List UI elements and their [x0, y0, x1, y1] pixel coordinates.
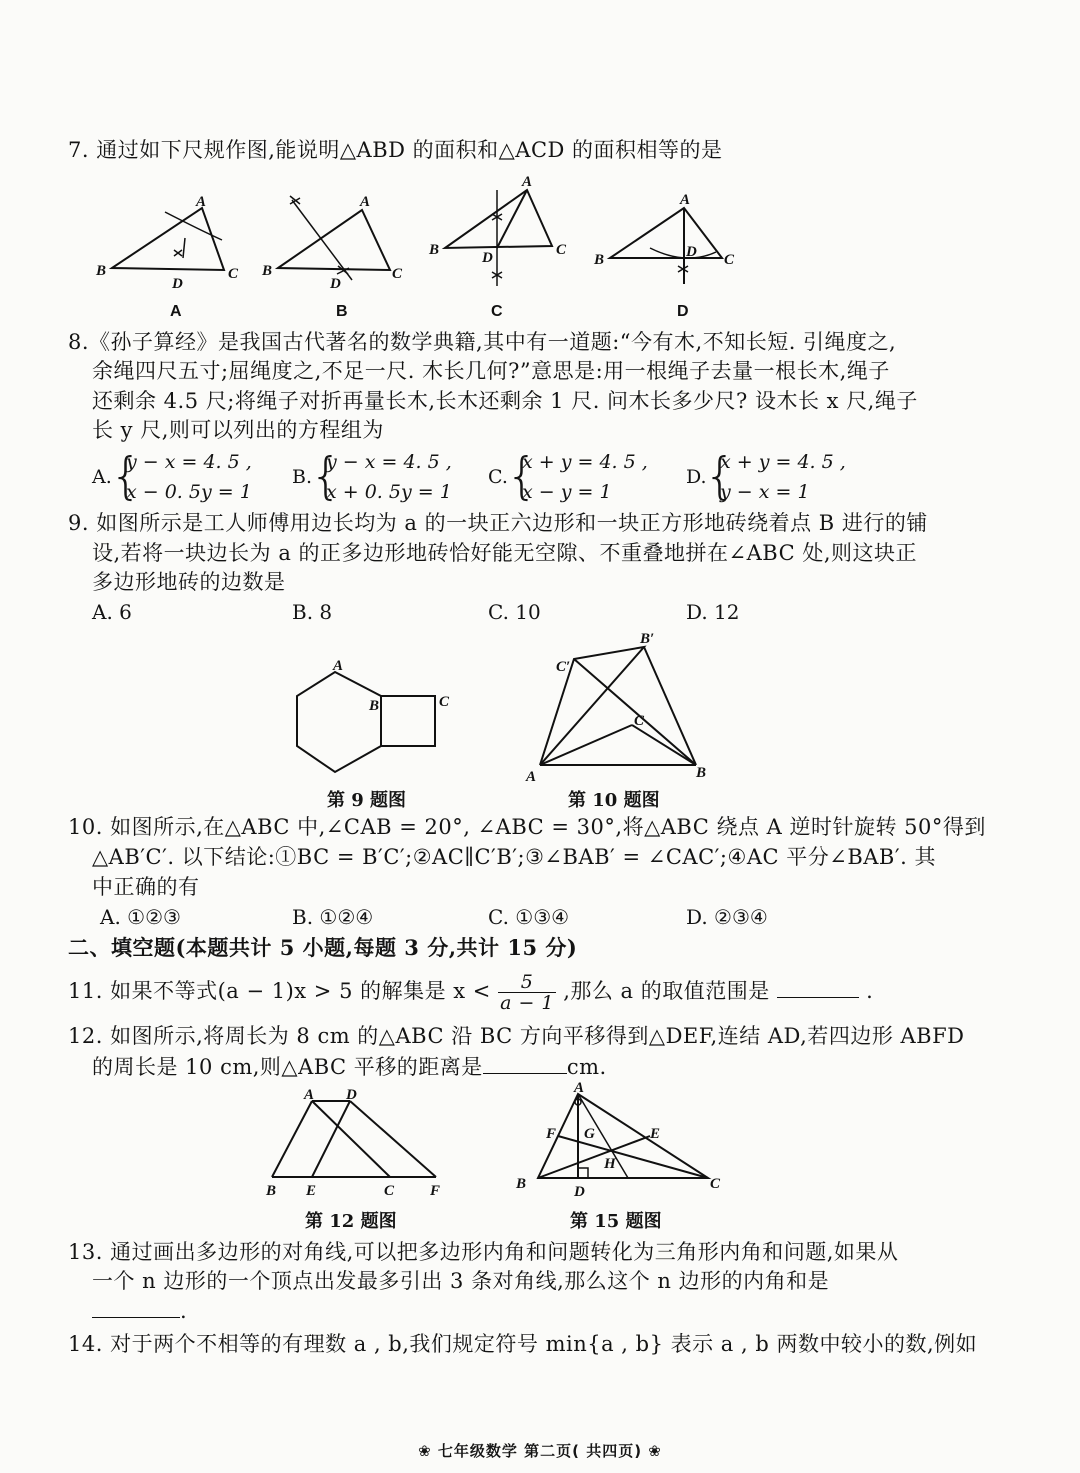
q13-end: . — [180, 1299, 188, 1323]
q10-label-B: B — [696, 765, 707, 781]
q7b-label-C: C — [392, 266, 403, 282]
q11-fraction-denominator: a − 1 — [500, 992, 555, 1014]
q15-label-C: C — [710, 1176, 721, 1192]
q11-line — [68, 972, 873, 1013]
q7-option-c[interactable]: C — [491, 303, 503, 320]
q15-label-E: E — [650, 1126, 661, 1142]
q8-option-a-eq2: x − 0. 5y = 1 — [126, 481, 252, 503]
q11-before: 11. 如果不等式(a − 1)x > 5 的解集是 x < — [68, 979, 491, 1003]
q9-line-3: 多边形地砖的边数是 — [92, 570, 286, 594]
q9-label-C: C — [439, 694, 450, 710]
q8-line-2: 余绳四尺五寸;屈绳度之,不足一尺. 木长几何?”意思是:用一根绳子去量一根长木,绳子 — [92, 359, 890, 383]
q8-option-c-brace: { — [506, 447, 538, 505]
q12-line-2: 的周长是 10 cm,则△ABC 平移的距离是 — [92, 1055, 483, 1079]
q8-option-a-brace: { — [110, 447, 142, 505]
q7b-label-B: B — [262, 263, 273, 279]
q8-option-d-brace: { — [704, 447, 736, 505]
q10-line-3: 中正确的有 — [92, 875, 200, 899]
q9-caption: 第 9 题图 — [327, 790, 407, 811]
q10-line-1: 10. 如图所示,在△ABC 中,∠CAB = 20°, ∠ABC = 30°,将△ABC 绕点 A 逆时针旋转 50°得到 — [68, 815, 986, 839]
q7c-label-A: A — [522, 174, 533, 190]
q15-label-D: D — [574, 1184, 585, 1200]
q7a-label-C: C — [228, 266, 239, 282]
q15-caption: 第 15 题图 — [570, 1211, 662, 1232]
q9-option-c[interactable]: C. 10 — [488, 600, 541, 624]
q8-option-d-label: D. — [686, 466, 707, 488]
q7a-label-A: A — [196, 194, 207, 210]
q12-line-2-end: cm. — [566, 1055, 607, 1079]
q7-option-d[interactable]: D — [677, 303, 689, 320]
q7b-label-D: D — [330, 276, 341, 292]
q12-label-E: E — [306, 1183, 317, 1199]
q12-label-C: C — [384, 1183, 395, 1199]
q11-fraction — [498, 972, 556, 1013]
q12-label-B: B — [266, 1183, 277, 1199]
q12-label-D: D — [346, 1087, 357, 1103]
q10-label-B-prime: B′ — [640, 631, 655, 647]
q7-figures — [90, 170, 770, 330]
q8-option-c-eq2: x − y = 1 — [522, 481, 612, 503]
q15-label-B: B — [516, 1176, 527, 1192]
q11-after: ,那么 a 的取值范围是 — [563, 979, 770, 1003]
q8-option-d-eq2: y − x = 1 — [720, 481, 810, 503]
q11-end: . — [866, 979, 874, 1003]
q7d-label-D: D — [686, 244, 697, 260]
q7d-label-A: A — [680, 192, 691, 208]
q12-label-A: A — [304, 1087, 315, 1103]
q10-figure — [520, 625, 720, 785]
q7c-label-C: C — [556, 242, 567, 258]
q8-line-4: 长 y 尺,则可以列出的方程组为 — [92, 418, 384, 442]
q8-line-3: 还剩余 4.5 尺;将绳子对折再量长木,长木还剩余 1 尺. 问木长多少尺? 设木长 x 尺,绳子 — [92, 389, 918, 413]
q10-option-a[interactable]: A. ①②③ — [100, 905, 181, 929]
q10-option-c[interactable]: C. ①③④ — [488, 905, 570, 929]
q8-option-b-brace: { — [310, 447, 342, 505]
q7-option-a[interactable]: A — [170, 303, 182, 320]
q8-line-1: 8.《孙子算经》是我国古代著名的数学典籍,其中有一道题:“今有木,不知长短. 引绳度之, — [68, 330, 897, 354]
q11-fraction-numerator: 5 — [498, 972, 556, 993]
q10-caption: 第 10 题图 — [568, 790, 660, 811]
q10-line-2: △AB′C′. 以下结论:①BC = B′C′;②AC∥C′B′;③∠BAB′ = ∠CAC′;④AC 平分∠BAB′. 其 — [92, 845, 936, 869]
q8-option-d-eq1: x + y = 4. 5 , — [720, 451, 846, 473]
q9-label-B: B — [369, 698, 380, 714]
q8-option-b-eq2: x + 0. 5y = 1 — [326, 481, 452, 503]
q12-figure — [262, 1085, 452, 1205]
q10-label-C: C — [634, 713, 645, 729]
q15-figure — [510, 1080, 730, 1205]
q12-label-F: F — [430, 1183, 441, 1199]
q8-option-a-label: A. — [92, 466, 112, 488]
q8-option-b-eq1: y − x = 4. 5 , — [326, 451, 452, 473]
q15-label-A: A — [574, 1080, 585, 1096]
q12-answer-blank[interactable] — [483, 1055, 567, 1074]
q9-option-d[interactable]: D. 12 — [686, 600, 740, 624]
q7c-label-D: D — [482, 250, 493, 266]
q12-caption: 第 12 题图 — [305, 1211, 397, 1232]
q9-line-1: 9. 如图所示是工人师傅用边长均为 a 的一块正六边形和一块正方形地砖绕着点 B 进行的铺 — [68, 511, 928, 535]
q8-option-c-label: C. — [488, 466, 508, 488]
q7a-label-D: D — [172, 276, 183, 292]
q7-option-b[interactable]: B — [336, 303, 348, 320]
q8-option-b-label: B. — [292, 466, 313, 488]
q13-answer-blank[interactable] — [92, 1299, 180, 1318]
q13-line-1: 13. 通过画出多边形的对角线,可以把多边形内角和问题转化为三角形内角和问题,如果从 — [68, 1240, 899, 1264]
q7a-label-B: B — [96, 263, 107, 279]
q12-line-1: 12. 如图所示,将周长为 8 cm 的△ABC 沿 BC 方向平移得到△DEF,连结 AD,若四边形 ABFD — [68, 1024, 965, 1048]
q9-figure — [285, 650, 465, 780]
q15-label-H: H — [604, 1156, 616, 1172]
q7d-label-C: C — [724, 252, 735, 268]
q12-line-2-wrap — [92, 1052, 607, 1082]
q9-option-b[interactable]: B. 8 — [292, 600, 333, 624]
q7-stem: 7. 通过如下尺规作图,能说明△ABD 的面积和△ACD 的面积相等的是 — [68, 138, 723, 162]
q9-line-2: 设,若将一块边长为 a 的正多边形地砖恰好能无空隙、不重叠地拼在∠ABC 处,则这块正 — [92, 541, 918, 565]
page-footer: ❀ 七年级数学 第二页( 共四页) ❀ — [418, 1442, 662, 1460]
section-2-heading: 二、填空题(本题共计 5 小题,每题 3 分,共计 15 分) — [68, 935, 578, 960]
q10-option-d[interactable]: D. ②③④ — [686, 905, 768, 929]
q15-label-G: G — [584, 1126, 595, 1142]
q7d-label-B: B — [594, 252, 605, 268]
q9-option-a[interactable]: A. 6 — [92, 600, 132, 624]
q7b-label-A: A — [360, 194, 371, 210]
q14-line-1: 14. 对于两个不相等的有理数 a , b,我们规定符号 min{a , b} 表示 a , b 两数中较小的数,例如 — [68, 1332, 978, 1356]
q10-option-b[interactable]: B. ①②④ — [292, 905, 374, 929]
q11-answer-blank[interactable] — [777, 979, 859, 998]
q10-label-C-prime: C′ — [556, 659, 571, 675]
q8-option-c-eq1: x + y = 4. 5 , — [522, 451, 648, 473]
q8-option-a-eq1: y − x = 4. 5 , — [126, 451, 252, 473]
q13-line-3-wrap — [92, 1296, 187, 1326]
q9-label-A: A — [333, 658, 344, 674]
q10-label-A: A — [526, 769, 537, 785]
q7c-label-B: B — [429, 242, 440, 258]
q13-line-2: 一个 n 边形的一个顶点出发最多引出 3 条对角线,那么这个 n 边形的内角和是 — [92, 1269, 830, 1293]
q15-label-F: F — [546, 1126, 557, 1142]
